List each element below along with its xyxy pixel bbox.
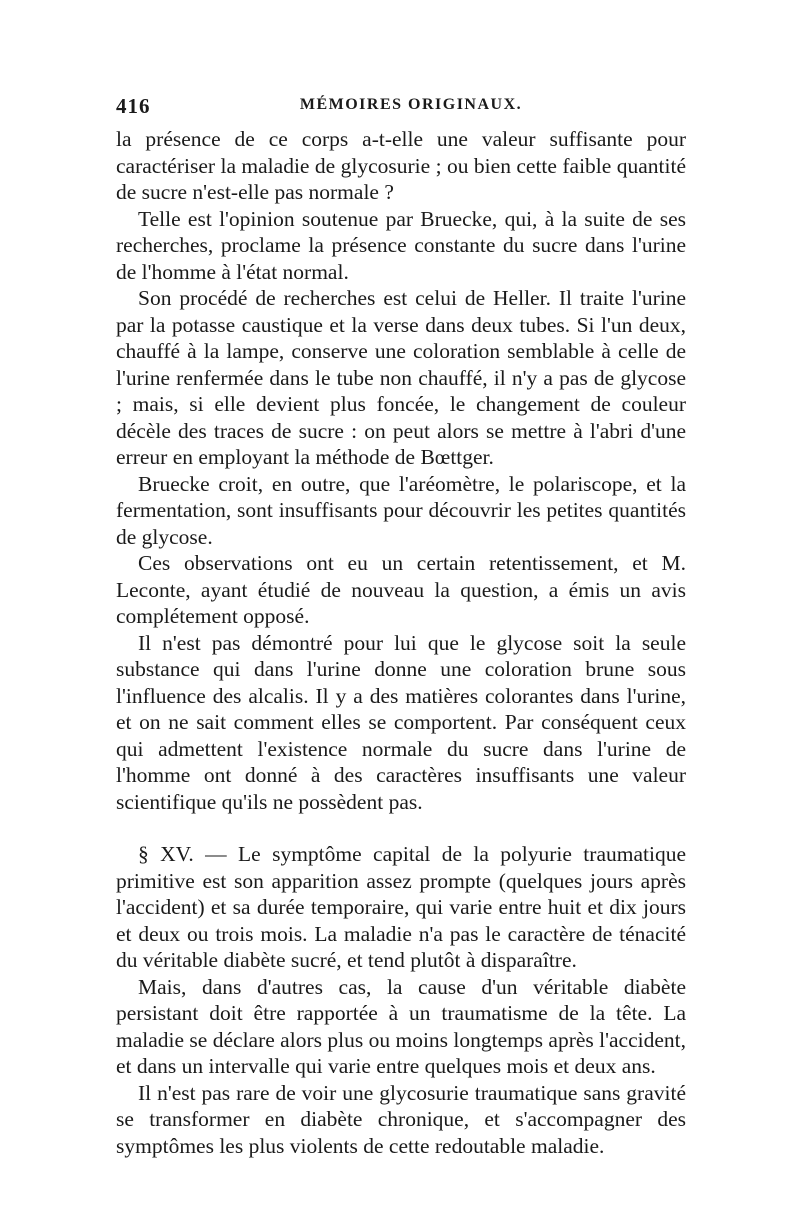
paragraph: la présence de ce corps a-t-elle une valeur suffisante pour caractériser la maladie de glycosurie ; ou bien cette faible quantité de sucre n'est-elle pas normale ?	[116, 127, 686, 204]
paragraph: Mais, dans d'autres cas, la cause d'un véritable diabète persistant doit être rapportée à un traumatisme de la tête. La maladie se déclare alors plus ou moins longtemps après l'accident, et dans un intervalle qui varie entre quelques mois et deux ans.	[116, 974, 686, 1078]
body-text	[116, 126, 686, 1159]
paragraph: Il n'est pas rare de voir une glycosurie traumatique sans gravité se transformer en diabète chronique, et s'accompagner des symptômes les plus violents de cette redoutable maladie.	[116, 1080, 686, 1158]
paragraph: Bruecke croit, en outre, que l'aréomètre, le polariscope, et la fermentation, sont insuffisants pour découvrir les petites quantités de glycose.	[116, 471, 686, 549]
paragraph: Son procédé de recherches est celui de Heller. Il traite l'urine par la potasse caustique et la verse dans deux tubes. Si l'un deux, chauffé à la lampe, conserve une coloration semblable à celle de l'urine renfermée dans le tube non chauffé, il n'y a pas de glycose ; mais, si elle devient plus foncée, le changement de couleur décèle des traces de sucre : on peut alors se mettre à l'abri d'une erreur en employant la méthode de Bœttger.	[116, 286, 686, 469]
page-number: 416	[116, 94, 151, 118]
section-paragraph: § XV. — Le symptôme capital de la polyurie traumatique primitive est son apparition assez prompte (quelques jours après l'accident) et sa durée temporaire, qui varie entre huit et dix jours et deux ou trois mois. La maladie n'a pas le caractère de ténacité du véritable diabète sucré, et tend plutôt à disparaître.	[116, 842, 686, 972]
running-head: MÉMOIRES ORIGINAUX.	[299, 96, 523, 113]
paragraph: Il n'est pas démontré pour lui que le glycose soit la seule substance qui dans l'urine donne une coloration brune sous l'influence des alcalis. Il y a des matières colorantes dans l'urine, et on ne sait comment elles se comportent. Par conséquent ceux qui admettent l'existence normale du sucre dans l'urine de l'homme ont donné à des caractères insuffisants une valeur scientifique qu'ils ne possèdent pas.	[116, 630, 686, 814]
page-header	[116, 94, 686, 120]
paragraph: Telle est l'opinion soutenue par Bruecke, qui, à la suite de ses recherches, proclame la présence constante du sucre dans l'urine de l'homme à l'état normal.	[116, 206, 686, 284]
paragraph: Ces observations ont eu un certain retentissement, et M. Leconte, ayant étudié de nouveau la question, a émis un avis complétement opposé.	[116, 551, 686, 628]
